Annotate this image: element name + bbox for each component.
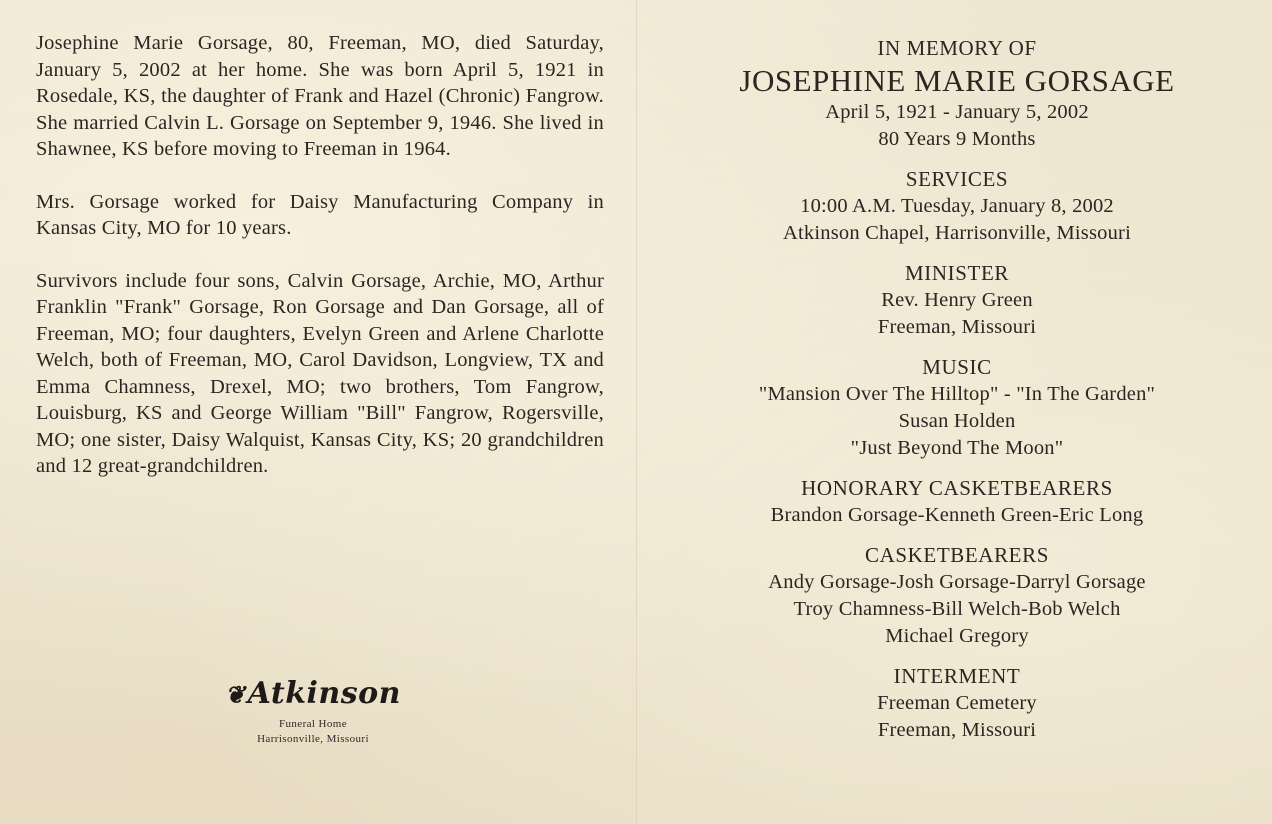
music-line-2: Susan Holden <box>898 410 1016 432</box>
honorary-line-1: Brandon Gorsage-Kenneth Green-Eric Long <box>770 504 1144 526</box>
minister-line-2: Freeman, Missouri <box>877 316 1037 338</box>
services-heading: SERVICES <box>905 167 1009 191</box>
minister-heading: MINISTER <box>905 261 1009 285</box>
music-line-3: "Just Beyond The Moon" <box>850 437 1064 459</box>
obituary-paragraph-3: Survivors include four sons, Calvin Gorsage, Archie, MO, Arthur Franklin "Frank" Gorsage, Ron Gorsage and Dan Gorsage, all of Freeman, MO; four daughters, Evelyn Green and Arlene Charlotte Welch, both of Freeman, MO, Carol Davidson, Longview, TX and Emma Chamness, Drexel, MO; two brothers, Tom Fangrow, Louisburg, KS and George William "Bill" Fangrow, Rogersville, MO; one sister, Daisy Walquist, Kansas City, KS; 20 grandchildren and 12 great-grandchildren. <box>36 269 604 477</box>
services-section <box>700 165 1214 247</box>
logo-line-1: Funeral Home <box>278 718 348 730</box>
casketbearers-section <box>700 541 1214 650</box>
deceased-name: JOSEPHINE MARIE GORSAGE <box>739 63 1175 98</box>
funeral-home-logo <box>200 676 426 747</box>
music-heading: MUSIC <box>922 355 992 379</box>
obituary-panel <box>36 30 604 506</box>
age: 80 Years 9 Months <box>878 128 1036 150</box>
obituary-paragraph-1: Josephine Marie Gorsage, 80, Freeman, MO, died Saturday, January 5, 2002 at her home. She was born April 5, 1921 in Rosedale, KS, the daughter of Frank and Hazel (Chronic) Fangrow. She married Calvin L. Gorsage on September 9, 1946. She lived in Shawnee, KS before moving to Freeman in 1964. <box>36 32 604 160</box>
swash-ornament-icon: ❦ <box>225 680 246 709</box>
center-fold <box>636 0 638 824</box>
obituary-paragraph-2: Mrs. Gorsage worked for Daisy Manufacturing Company in Kansas City, MO for 10 years. <box>36 190 604 239</box>
minister-section <box>700 259 1214 341</box>
casketbearers-heading: CASKETBEARERS <box>865 543 1049 567</box>
minister-line-1: Rev. Henry Green <box>881 289 1033 311</box>
services-line-2: Atkinson Chapel, Harrisonville, Missouri <box>783 222 1131 244</box>
service-panel <box>700 34 1214 744</box>
honorary-heading: HONORARY CASKETBEARERS <box>801 476 1113 500</box>
in-memory-heading: IN MEMORY OF <box>877 36 1037 60</box>
interment-section <box>700 662 1214 744</box>
interment-line-1: Freeman Cemetery <box>877 692 1037 714</box>
music-section <box>700 353 1214 462</box>
logo-name: Atkinson <box>247 676 401 711</box>
interment-heading: INTERMENT <box>893 664 1021 688</box>
honorary-section <box>700 474 1214 529</box>
casketbearers-line-2: Troy Chamness-Bill Welch-Bob Welch <box>793 598 1121 620</box>
music-line-1: "Mansion Over The Hilltop" - "In The Garden" <box>758 383 1156 405</box>
logo-line-2: Harrisonville, Missouri <box>257 733 369 745</box>
casketbearers-line-3: Michael Gregory <box>885 625 1029 647</box>
life-dates: April 5, 1921 - January 5, 2002 <box>825 101 1089 123</box>
interment-line-2: Freeman, Missouri <box>877 719 1037 741</box>
services-line-1: 10:00 A.M. Tuesday, January 8, 2002 <box>800 195 1114 217</box>
casketbearers-line-1: Andy Gorsage-Josh Gorsage-Darryl Gorsage <box>768 571 1146 593</box>
